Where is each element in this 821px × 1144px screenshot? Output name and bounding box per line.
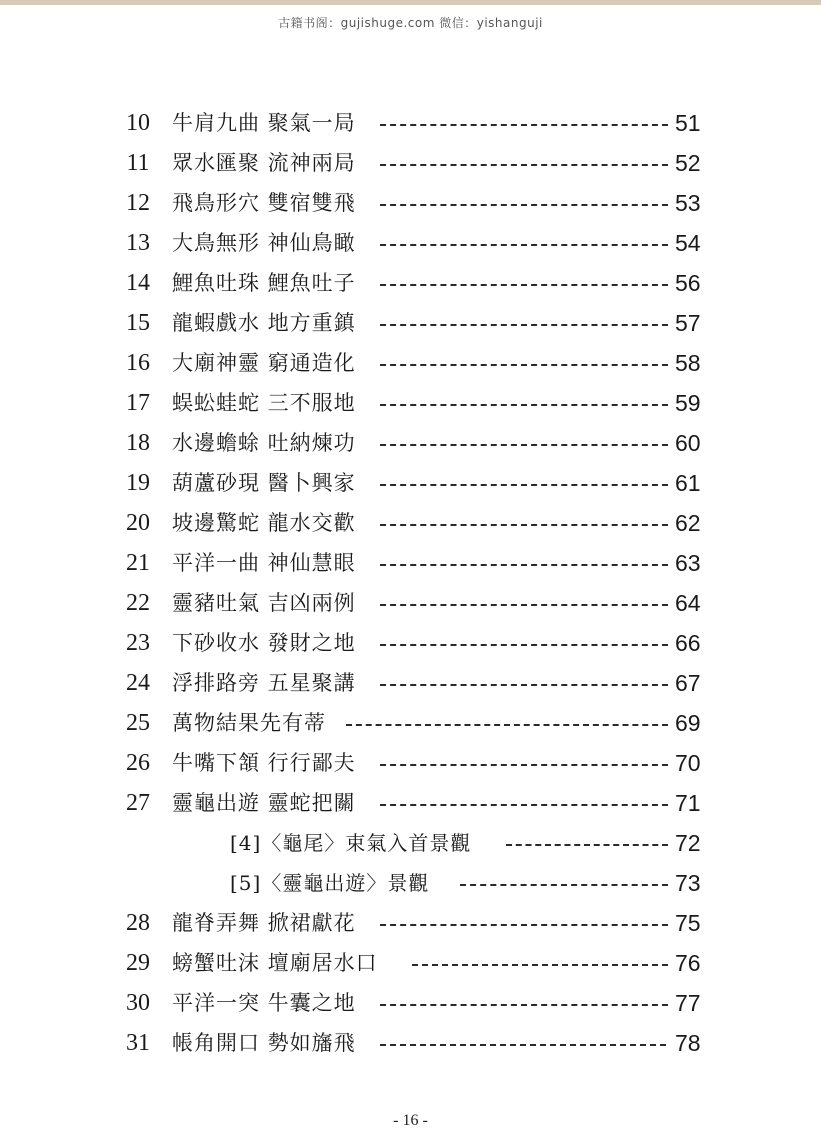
entry-title: 帳角開口 勢如旛飛	[172, 1031, 356, 1055]
entry-title: 牛嘴下頷 行行鄙夫	[172, 751, 356, 775]
toc-sub-entry[interactable]	[0, 863, 821, 903]
entry-title: 飛鳥形穴 雙宿雙飛	[172, 191, 356, 215]
entry-number: 20	[126, 510, 150, 536]
entry-page-number: 52	[675, 150, 701, 176]
entry-title: 坡邊驚蛇 龍水交歡	[172, 511, 356, 535]
dotted-leader	[380, 684, 668, 686]
toc-entry[interactable]	[0, 1023, 821, 1063]
dotted-leader	[380, 924, 668, 926]
table-of-contents	[0, 103, 821, 1063]
toc-entry[interactable]	[0, 343, 821, 383]
toc-entry[interactable]	[0, 743, 821, 783]
dotted-leader	[380, 524, 668, 526]
entry-page-number: 66	[675, 630, 701, 656]
entry-page-number: 78	[675, 1030, 701, 1056]
dotted-leader	[506, 844, 668, 846]
dotted-leader	[380, 364, 668, 366]
entry-title: 螃蟹吐沫 壇廟居水口	[172, 951, 378, 975]
entry-title: 浮排路旁 五星聚講	[172, 671, 356, 695]
dotted-leader	[380, 124, 668, 126]
entry-page-number: 62	[675, 510, 701, 536]
toc-entry[interactable]	[0, 383, 821, 423]
entry-page-number: 53	[675, 190, 701, 216]
entry-title: 牛肩九曲 聚氣一局	[172, 111, 356, 135]
entry-page-number: 64	[675, 590, 701, 616]
entry-page-number: 56	[675, 270, 701, 296]
toc-entry[interactable]	[0, 423, 821, 463]
entry-title: [5]〈靈龜出遊〉景觀	[230, 871, 430, 895]
entry-number: 24	[126, 670, 150, 696]
entry-title: 平洋一曲 神仙慧眼	[172, 551, 356, 575]
dotted-leader	[412, 964, 668, 966]
entry-number: 16	[126, 350, 150, 376]
entry-page-number: 72	[675, 830, 701, 856]
entry-page-number: 54	[675, 230, 701, 256]
entry-title: 水邊蟾蜍 吐納煉功	[172, 431, 356, 455]
entry-number: 23	[126, 630, 150, 656]
entry-title: 大鳥無形 神仙鳥瞰	[172, 231, 356, 255]
dotted-leader	[380, 604, 668, 606]
entry-title: 蜈蚣蛙蛇 三不服地	[172, 391, 356, 415]
entry-number: 21	[126, 550, 150, 576]
entry-number: 17	[126, 390, 150, 416]
toc-entry[interactable]	[0, 663, 821, 703]
entry-number: 25	[126, 710, 150, 736]
toc-entry[interactable]	[0, 583, 821, 623]
dotted-leader	[380, 324, 668, 326]
toc-sub-entry[interactable]	[0, 823, 821, 863]
top-border	[0, 0, 821, 5]
entry-page-number: 57	[675, 310, 701, 336]
entry-page-number: 69	[675, 710, 701, 736]
dotted-leader	[380, 484, 668, 486]
entry-page-number: 76	[675, 950, 701, 976]
entry-number: 18	[126, 430, 150, 456]
entry-title: 平洋一突 牛囊之地	[172, 991, 356, 1015]
entry-number: 12	[126, 190, 150, 216]
entry-page-number: 63	[675, 550, 701, 576]
entry-page-number: 58	[675, 350, 701, 376]
entry-number: 10	[126, 110, 150, 136]
entry-page-number: 70	[675, 750, 701, 776]
toc-entry[interactable]	[0, 143, 821, 183]
entry-number: 15	[126, 310, 150, 336]
toc-entry[interactable]	[0, 623, 821, 663]
dotted-leader	[380, 244, 668, 246]
toc-entry[interactable]	[0, 783, 821, 823]
toc-entry[interactable]	[0, 943, 821, 983]
dotted-leader	[380, 1044, 666, 1046]
entry-number: 27	[126, 790, 150, 816]
entry-title: 靈豬吐氣 吉凶兩例	[172, 591, 356, 615]
entry-page-number: 61	[675, 470, 701, 496]
toc-entry[interactable]	[0, 703, 821, 743]
dotted-leader	[380, 804, 668, 806]
dotted-leader	[380, 404, 668, 406]
entry-number: 29	[126, 950, 150, 976]
entry-number: 31	[126, 1030, 150, 1056]
toc-entry[interactable]	[0, 223, 821, 263]
entry-title: 下砂收水 發財之地	[172, 631, 356, 655]
entry-number: 13	[126, 230, 150, 256]
entry-page-number: 77	[675, 990, 701, 1016]
dotted-leader	[460, 884, 668, 886]
toc-entry[interactable]	[0, 543, 821, 583]
toc-entry[interactable]	[0, 983, 821, 1023]
dotted-leader	[380, 564, 668, 566]
source-watermark: 古籍书阁：gujishuge.com 微信：yishanguji	[278, 16, 543, 30]
entry-page-number: 71	[675, 790, 701, 816]
entry-page-number: 67	[675, 670, 701, 696]
dotted-leader	[380, 644, 668, 646]
entry-title: 葫蘆砂現 醫卜興家	[172, 471, 356, 495]
entry-page-number: 73	[675, 870, 701, 896]
entry-number: 14	[126, 270, 150, 296]
entry-title: 萬物結果先有蒂	[172, 711, 326, 735]
toc-entry[interactable]	[0, 263, 821, 303]
dotted-leader	[380, 1004, 668, 1006]
toc-entry[interactable]	[0, 103, 821, 143]
entry-number: 11	[126, 150, 150, 176]
entry-number: 22	[126, 590, 150, 616]
entry-title: [4]〈龜尾〉束氣入首景觀	[230, 831, 472, 855]
toc-entry[interactable]	[0, 183, 821, 223]
entry-number: 26	[126, 750, 150, 776]
dotted-leader	[380, 284, 668, 286]
dotted-leader	[380, 164, 668, 166]
toc-entry[interactable]	[0, 503, 821, 543]
dotted-leader	[380, 204, 668, 206]
toc-entry[interactable]	[0, 463, 821, 503]
dotted-leader	[380, 764, 668, 766]
entry-page-number: 51	[675, 110, 701, 136]
entry-page-number: 75	[675, 910, 701, 936]
entry-page-number: 59	[675, 390, 701, 416]
entry-title: 眾水匯聚 流神兩局	[172, 151, 356, 175]
entry-title: 靈龜出遊 靈蛇把關	[172, 791, 356, 815]
entry-title: 龍脊弄舞 掀裙獻花	[172, 911, 356, 935]
entry-page-number: 60	[675, 430, 701, 456]
toc-entry[interactable]	[0, 303, 821, 343]
entry-number: 30	[126, 990, 150, 1016]
entry-number: 28	[126, 910, 150, 936]
page-number: - 16 -	[393, 1112, 428, 1129]
toc-entry[interactable]	[0, 903, 821, 943]
entry-number: 19	[126, 470, 150, 496]
dotted-leader	[380, 444, 668, 446]
dotted-leader	[346, 724, 668, 726]
entry-title: 鯉魚吐珠 鯉魚吐子	[172, 271, 356, 295]
entry-title: 龍蝦戲水 地方重鎮	[172, 311, 356, 335]
entry-title: 大廟神靈 窮通造化	[172, 351, 356, 375]
